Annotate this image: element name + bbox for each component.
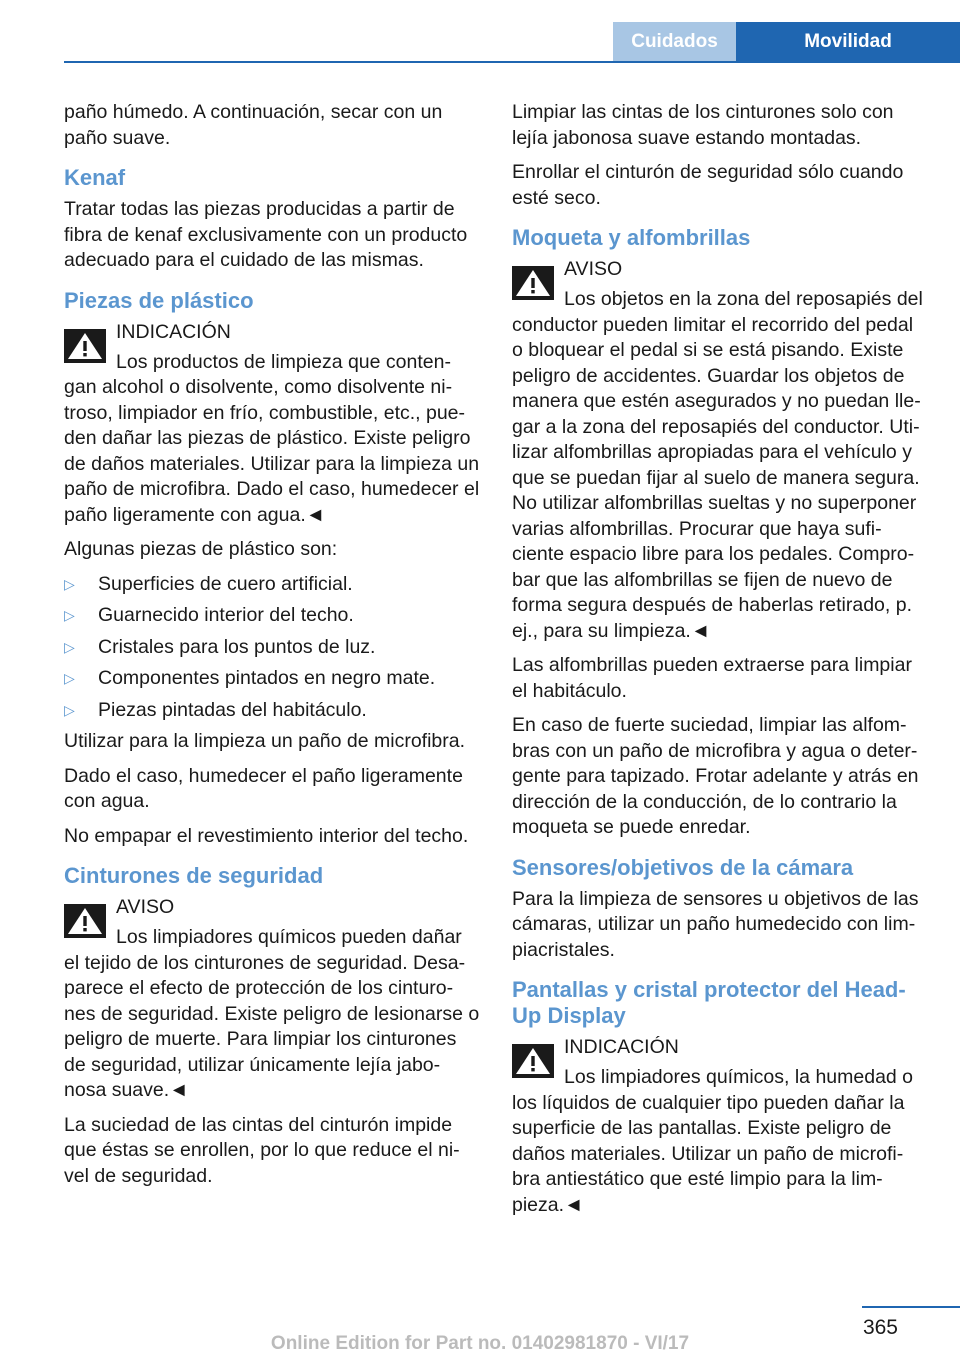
moqueta-paragraph-1: Las alfombrillas pueden extraerse para limpiar el habitáculo. [512,654,912,702]
triangle-bullet-icon: ▷ [64,607,75,623]
triangle-bullet-icon: ▷ [64,670,75,686]
warning-label: INDICACIÓN [116,320,231,343]
list-item-text: Cristales para los puntos de luz. [98,635,376,658]
moqueta-paragraph-2: En caso de fuerte suciedad, limpiar las alfom-bras con un paño de microfibra y agua o deter-gente para tapizado. Frotar adelante y atrás en dirección de la conducción, de lo contrario la moqueta se puede enredar. [512,714,919,838]
list-item [64,603,482,629]
list-item [64,698,482,724]
warning-triangle-icon [64,904,106,938]
triangle-bullet-icon: ▷ [64,701,75,718]
section-title-kenaf: Kenaf [64,165,126,190]
right-column [512,100,928,1227]
warning-text: Los limpiadores químicos pueden dañar el tejido de los cinturones de seguridad. Desa-parece el efecto de protección de los cinturo-nes de seguridad. Existe peligro de lesionarse o peligro de muerte. Para limpiar los cinturones de seguridad, utilizar únicamente lejía jabo-nosa suave.◄ [64,926,480,1101]
tab-movilidad[interactable]: Movilidad [736,22,960,62]
warning-label: AVISO [116,896,175,918]
warning-triangle-icon [512,1044,554,1078]
kenaf-paragraph: Tratar todas las piezas producidas a partir de fibra de kenaf exclusivamente con un producto adecuado para el cuidado de las mismas. [64,198,468,271]
page-number: 365 [862,1316,898,1339]
header-divider [64,61,960,63]
warning-box-plastico [64,320,482,529]
list-item [64,572,482,598]
plastico-list [64,572,482,724]
warning-box-moqueta [512,257,928,644]
list-item-text: Guarnecido interior del techo. [98,604,354,626]
warning-triangle-icon [64,329,106,363]
cinturones-paragraph-3: Enrollar el cinturón de seguridad sólo cuando esté seco. [512,161,904,209]
triangle-bullet-icon: ▷ [64,575,75,592]
section-title-plastico: Piezas de plástico [64,287,254,313]
left-column [64,100,482,1198]
warning-text: Los limpiadores químicos, la humedad o los líquidos de cualquier tipo pueden dañar la superficie de las pantallas. Existe peligro de daños materiales. Utilizar un paño de microfi-bra antiestático que esté limpio para la lim-pieza.◄ [512,1066,914,1216]
section-title-cinturones: Cinturones de seguridad [64,863,324,888]
list-item [64,635,482,661]
plastico-paragraph-1: Utilizar para la limpieza un paño de microfibra. [64,730,466,752]
warning-triangle-icon [512,266,554,300]
edition-footer: Online Edition for Part no. 01402981870 - VI/17 [270,1333,690,1354]
cinturones-paragraph-2: Limpiar las cintas de los cinturones solo con lejía jabonosa suave estando montadas. [512,101,894,149]
list-item [64,666,482,692]
section-title-sensores: Sensores/objetivos de la cámara [512,854,854,880]
footer-divider [862,1306,960,1308]
warning-text: Los productos de limpieza que conten-gan alcohol o disolvente, como disolvente ni-troso, limpiador en frío, combustible, etc., pue-den dañar las piezas de plástico. Existe peligro de daños materiales. Utilizar para la limpieza un paño de microfibra. Dado el caso, humedecer el paño ligeramente con agua.◄ [64,350,480,526]
section-title-pantallas: Pantallas y cristal protector del Head-Up Display [512,977,906,1028]
warning-label: INDICACIÓN [564,1036,679,1058]
warning-box-pantallas [512,1035,928,1218]
triangle-bullet-icon: ▷ [64,638,75,655]
cinturones-paragraph-1: La suciedad de las cintas del cinturón impide que éstas se enrollen, por lo que reduce el ni-vel de seguridad. [64,1113,460,1187]
plastico-list-intro: Algunas piezas de plástico son: [64,538,338,560]
tab-cuidados[interactable]: Cuidados [613,22,736,62]
warning-text: Los objetos en la zona del reposapiés del conductor pueden limitar el recorrido del pedal o bloquear el pedal si se está pisando. Existe peligro de accidentes. Guardar los objetos de manera que estén asegurados y no puedan lle-gar a la zona del reposapiés del conductor. Uti-lizar alfombrillas apropiadas para el vehículo y que se puedan fijar al suelo de manera segura. No utilizar alfombrillas sueltas y no superponer varias alfombrillas. Procurar que haya sufi-ciente espacio libre para los pedales. Compro-bar que las alfombrillas se fijen de nuevo de forma segura después de haberlas retirado, p. ej., para su limpieza.◄ [512,288,923,642]
plastico-paragraph-3: No empapar el revestimiento interior del techo. [64,824,469,847]
section-title-moqueta: Moqueta y alfombrillas [512,225,751,250]
sensores-paragraph: Para la limpieza de sensores u objetivos de las cámaras, utilizar un paño humedecido con lim-piacristales. [512,887,919,961]
plastico-paragraph-2: Dado el caso, humedecer el paño ligeramente con agua. [64,764,463,812]
list-item-text: Piezas pintadas del habitáculo. [98,698,367,721]
list-item-text: Superficies de cuero artificial. [98,572,353,595]
list-item-text: Componentes pintados en negro mate. [98,667,436,689]
intro-paragraph: paño húmedo. A continuación, secar con un paño suave. [64,101,443,149]
header-bar [0,0,960,62]
warning-label: AVISO [564,258,623,280]
warning-box-cinturones [64,895,482,1104]
